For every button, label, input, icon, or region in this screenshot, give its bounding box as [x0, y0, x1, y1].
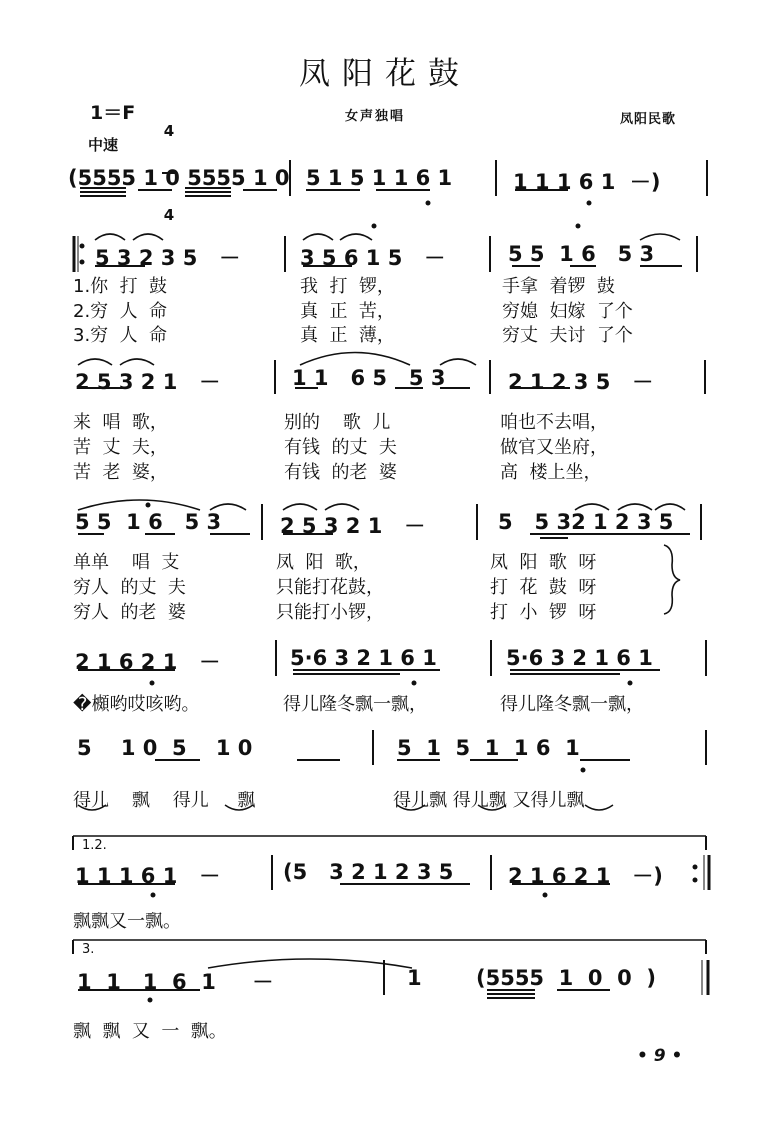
lyric-text: 1.你 打 鼓	[73, 276, 168, 297]
lyric-text: 只能打小锣，	[276, 602, 384, 623]
performance-type: 女声独唱	[345, 109, 406, 124]
time-signature-bottom: 4	[163, 206, 175, 224]
notation-measure: 5 1 5 1 1 6 1	[306, 166, 453, 190]
lyric-text: 真 正 苦，	[300, 301, 395, 322]
lyric-text: 穷人 的老 婆	[73, 602, 186, 623]
notation-measure: 2 1 6 2 1 －)	[508, 864, 663, 888]
lyric-text: 有钱 的丈 夫	[284, 437, 397, 458]
lyric-text: 单单 唱 支	[73, 552, 180, 573]
notation-measure: 5·6 3 2 1 6 1	[506, 646, 653, 670]
notation-measure: 5 1 0 5 1 0	[77, 736, 253, 760]
lyric-text: 穷媳 妇嫁 了个	[502, 301, 633, 322]
lyric-text: 得儿飘 得儿飘 又得儿飘	[393, 790, 585, 811]
lyric-text: 飘 飘 又 一 飘。	[73, 1021, 227, 1042]
lyric-text: 凤 阳 歌 呀	[490, 552, 597, 573]
lyric-text: 有钱 的老 婆	[284, 462, 397, 483]
key-signature: 1＝F	[90, 102, 136, 124]
notation-measure: (5 3 2 1 2 3 5	[283, 860, 454, 884]
lyric-text: 穷人 的丈 夫	[73, 577, 186, 598]
lyric-text: 飘飘又一飘。	[73, 911, 181, 932]
lyric-text: 别的 歌 儿	[284, 412, 391, 433]
lyric-text: 凤 阳 歌，	[276, 552, 371, 573]
notation-measure: 2 1 6 2 1 －	[75, 650, 221, 674]
lyric-text: 做官又坐府，	[500, 437, 608, 458]
notation-measure: 3 5 6 1 5 －	[300, 246, 446, 270]
lyric-text: 只能打花鼓，	[276, 577, 384, 598]
lyric-text: �櫇哟哎咳哟。	[73, 694, 200, 715]
lyric-text: 苦 老 婆，	[73, 462, 168, 483]
song-source: 凤阳民歌	[620, 112, 677, 127]
lyric-text: 2.穷 人 命	[73, 301, 168, 322]
tempo-marking: 中速	[88, 136, 119, 154]
notation-measure: 1 1 6 5 5 3	[292, 366, 446, 390]
notation-measure: 2 5 3 2 1 －	[280, 514, 426, 538]
notation-measure: 1	[407, 966, 422, 990]
volta-label: 3.	[82, 942, 95, 957]
notation-measure: 1 1 1 6 1 －	[75, 864, 221, 888]
page-number: • 9 •	[637, 1046, 683, 1066]
lyric-text: 打 小 锣 呀	[490, 602, 597, 623]
lyric-text: 真 正 薄，	[300, 325, 395, 346]
lyric-text: 手拿 着锣 鼓	[502, 276, 615, 297]
lyric-text: 打 花 鼓 呀	[490, 577, 597, 598]
lyric-text: 得儿隆冬飘一飘，	[283, 694, 427, 715]
lyric-text: 3.穷 人 命	[73, 325, 168, 346]
time-signature-top: 4	[163, 122, 175, 140]
notation-measure: 5 5 1 6 5 3	[508, 242, 655, 266]
notation-measure: 1 1 1 6 1 －	[77, 970, 274, 994]
lyric-text: 高 楼上坐，	[500, 462, 602, 483]
notation-measure: 2 5 3 2 1 －	[75, 370, 221, 394]
notation-measure: 1 1 1 6 1 －)	[513, 170, 661, 194]
notation-measure: (5555 1 0 0 )	[476, 966, 656, 990]
lyric-text: 我 打 锣，	[300, 276, 395, 297]
notation-measure: 5·6 3 2 1 6 1	[290, 646, 437, 670]
notation-measure: 5 5 1 6 5 3	[75, 510, 222, 534]
lyric-text: 得儿 飘 得儿 飘	[73, 790, 256, 811]
lyric-text: 来 唱 歌，	[73, 412, 168, 433]
notation-measure: 5 3 2 3 5 －	[95, 246, 241, 270]
notation-measure: (5555 1 0 5555 1 0	[68, 166, 290, 190]
notation-measure: 2 1 2 3 5 －	[508, 370, 654, 394]
notation-measure: 5 5 32 1 2 3 5	[498, 510, 674, 534]
lyric-text: 得儿隆冬飘一飘，	[500, 694, 644, 715]
lyric-text: 咱也不去唱，	[500, 412, 608, 433]
notation-measure: 5 1 5 1 1 6 1	[397, 736, 580, 760]
lyric-text: 穷丈 夫讨 了个	[502, 325, 633, 346]
song-title: 凤阳花鼓	[299, 56, 471, 92]
volta-label: 1.2.	[82, 838, 107, 853]
lyric-text: 苦 丈 夫，	[73, 437, 168, 458]
